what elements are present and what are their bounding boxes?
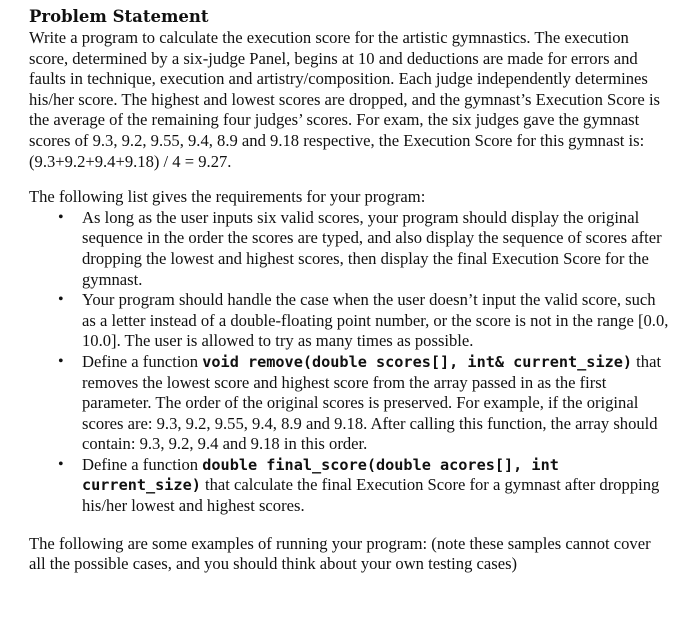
requirement-prefix: Define a function — [82, 351, 203, 371]
problem-statement-paragraph: Write a program to calculate the execution score for the artistic gymnastics. The execution score, determined by a six-judge Panel, begins at 10 and deductions are made for errors and faults in technique, execution and artistry/composition. Each judge independently determines his/her score. The highest and lowest scores are dropped, and the gymnast’s Execution Score is the average of the remaining four judges’ scores. For exam, the six judges gave the gymnast scores of 9.3, 9.2, 9.55, 9.4, 8.9 and 9.18 respective, the Execution Score for this gymnast is: (9.3+9.2+9.4+9.18) / 4 = 9.27. — [29, 28, 661, 171]
bullet-icon: • — [58, 455, 64, 473]
bullet-icon: • — [58, 208, 64, 226]
requirement-item-2 — [58, 290, 669, 352]
bullet-icon: • — [58, 352, 64, 370]
requirement-text: As long as the user inputs six valid scores, your program should display the original sequence in the order the scores are typed, and also display the sequence of scores after dropping the lowest and highest scores, then display the final Execution Score for the gymnast. — [82, 207, 662, 289]
remove-function-signature: void remove(double scores[], int& current_size) — [202, 352, 633, 371]
requirements-intro: The following list gives the requirements for your program: — [29, 187, 426, 207]
requirements-list — [29, 208, 669, 517]
requirement-item-3 — [58, 351, 669, 455]
problem-title: Problem Statement — [29, 7, 209, 26]
requirement-text: Your program should handle the case when the user doesn’t input the valid score, such as a letter instead of a double-floating point number, or the score is not in the range [0.0, 10.0]. The user is allowed to try as many times as possible. — [82, 290, 669, 351]
requirement-item-1 — [58, 207, 669, 290]
requirement-suffix: that removes the lowest score and highest score from the array passed in as the first parameter. The order of the original scores is preserved. For example, if the original scores are: 9.3, 9.2, 9.55, 9.4, 8.9 and 9.18. After calling this function, the array should contain: 9.3, 9.2, 9.4 and 9.18 in this order. — [82, 351, 662, 454]
requirement-prefix: Define a function — [82, 454, 203, 474]
bullet-icon: • — [58, 291, 64, 309]
requirement-suffix: that calculate the final Execution Score for a gymnast after dropping his/her lowest and highest scores. — [82, 475, 660, 516]
problem-document — [29, 6, 669, 575]
examples-intro-paragraph: The following are some examples of running your program: (note these samples cannot cover all the possible cases, and you should think about your own testing cases) — [29, 533, 651, 574]
requirement-item-4 — [58, 454, 669, 517]
final-score-function-signature: double final_score(double acores[], int current_size) — [82, 455, 559, 495]
